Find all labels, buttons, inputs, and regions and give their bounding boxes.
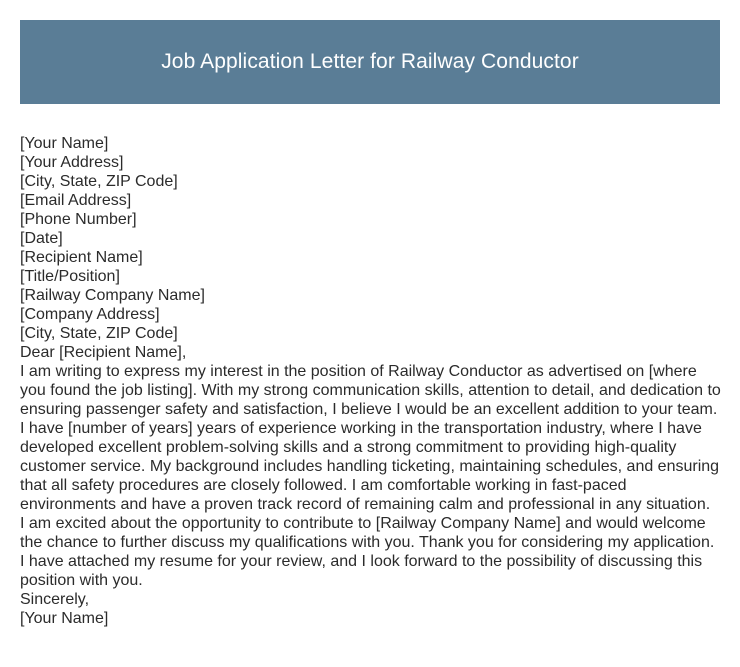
sender-address: [Your Address] xyxy=(20,154,124,171)
letter-date: [Date] xyxy=(20,230,63,247)
recipient-company-address: [Company Address] xyxy=(20,306,160,323)
letter-body xyxy=(20,134,722,628)
salutation: Dear [Recipient Name], xyxy=(20,344,187,361)
recipient-title: [Title/Position] xyxy=(20,268,120,285)
sender-name: [Your Name] xyxy=(20,135,109,152)
sender-city-state-zip: [City, State, ZIP Code] xyxy=(20,173,178,190)
page-title: Job Application Letter for Railway Conductor xyxy=(161,50,579,73)
sender-phone: [Phone Number] xyxy=(20,211,137,228)
paragraph-intro: I am writing to express my interest in the position of Railway Conductor as advertised on [where you found the job listing]. With my strong communication skills, attention to detail, and dedication to ensuring passenger safety and satisfaction, I believe I would be an excellent addition to your team. xyxy=(20,363,721,418)
recipient-city-state-zip: [City, State, ZIP Code] xyxy=(20,325,178,342)
recipient-company: [Railway Company Name] xyxy=(20,287,205,304)
paragraph-closing: I am excited about the opportunity to contribute to [Railway Company Name] and would welcome the chance to further discuss my qualifications with you. Thank you for considering my application. I have attached my resume for your review, and I look forward to the possibility of discussing this position with you. xyxy=(20,515,715,589)
sender-email: [Email Address] xyxy=(20,192,132,209)
signature: [Your Name] xyxy=(20,610,109,627)
recipient-name: [Recipient Name] xyxy=(20,249,143,266)
paragraph-experience: I have [number of years] years of experience working in the transportation industry, where I have developed excellent problem-solving skills and a strong commitment to providing high-quality customer service. My background includes handling ticketing, maintaining schedules, and ensuring that all safety procedures are closely followed. I am comfortable working in fast-paced environments and have a proven track record of remaining calm and professional in any situation. xyxy=(20,420,720,513)
title-banner xyxy=(20,20,720,104)
closing: Sincerely, xyxy=(20,591,90,608)
